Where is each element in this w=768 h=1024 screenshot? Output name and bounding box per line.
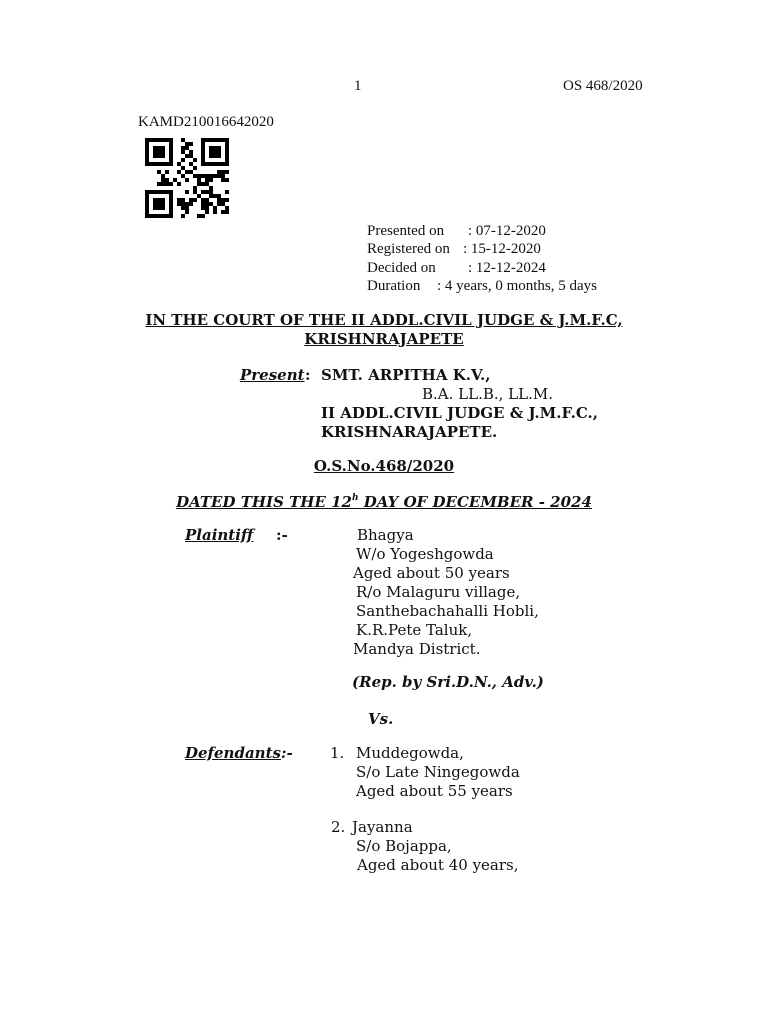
dated-suffix: DAY OF DECEMBER - 2024 — [358, 493, 592, 511]
dated-prefix: DATED THIS THE 12 — [176, 493, 352, 511]
judge-place: KRISHNARAJAPETE. — [321, 423, 498, 441]
defendant-2-age: Aged about 40 years, — [357, 856, 519, 874]
presented-on-label: Presented on — [367, 223, 445, 239]
present-colon: : — [305, 366, 311, 384]
plaintiff-separator: :- — [276, 526, 288, 544]
page-number: 1 — [354, 78, 362, 94]
plaintiff-label: Plaintiff — [185, 526, 254, 544]
dated-superscript: h — [351, 493, 359, 503]
plaintiff-advocate: (Rep. by Sri.D.N., Adv.) — [352, 673, 544, 691]
plaintiff-hobli: Santhebachahalli Hobli, — [356, 602, 539, 620]
judge-designation: II ADDL.CIVIL JUDGE & J.M.F.C., — [321, 404, 598, 422]
versus: Vs. — [368, 710, 394, 728]
plaintiff-district: Mandya District. — [353, 640, 481, 658]
defendant-2-name: Jayanna — [352, 818, 413, 836]
defendants-heading — [185, 744, 293, 762]
dated-line — [0, 493, 768, 511]
duration-value: : 4 years, 0 months, 5 days — [437, 278, 597, 294]
plaintiff-relation: W/o Yogeshgowda — [356, 545, 494, 563]
decided-on-label: Decided on — [367, 260, 436, 276]
case-reference: OS 468/2020 — [563, 78, 643, 94]
cnr-number: KAMD210016642020 — [138, 114, 274, 130]
present-label: Present — [240, 366, 305, 384]
judge-qualification: B.A. LL.B., LL.M. — [422, 385, 553, 403]
defendant-1-number: 1. — [330, 744, 345, 762]
plaintiff-taluk: K.R.Pete Taluk, — [356, 621, 473, 639]
judge-name: SMT. ARPITHA K.V., — [321, 366, 491, 384]
defendant-2-relation: S/o Bojappa, — [356, 837, 452, 855]
registered-on-label: Registered on — [367, 241, 450, 257]
defendant-1-name: Muddegowda, — [356, 744, 464, 762]
duration-label: Duration — [367, 278, 421, 294]
registered-on-value: : 15-12-2020 — [463, 241, 541, 257]
suit-number: O.S.No.468/2020 — [313, 457, 455, 475]
court-heading-line2: KRISHNRAJAPETE — [304, 330, 464, 348]
court-heading-line1: IN THE COURT OF THE II ADDL.CIVIL JUDGE & J.M.F.C, — [145, 311, 623, 329]
defendant-1-relation: S/o Late Ningegowda — [356, 763, 520, 781]
presented-on-value: : 07-12-2020 — [468, 223, 546, 239]
plaintiff-age: Aged about 50 years — [353, 564, 510, 582]
defendant-2-number: 2. — [331, 818, 346, 836]
plaintiff-village: R/o Malaguru village, — [356, 583, 521, 601]
qr-code-icon — [145, 138, 229, 218]
decided-on-value: : 12-12-2024 — [468, 260, 546, 276]
defendants-label: Defendants — [185, 744, 281, 762]
defendants-separator: :- — [280, 744, 293, 762]
defendant-1-age: Aged about 55 years — [356, 782, 513, 800]
plaintiff-name: Bhagya — [357, 526, 414, 544]
